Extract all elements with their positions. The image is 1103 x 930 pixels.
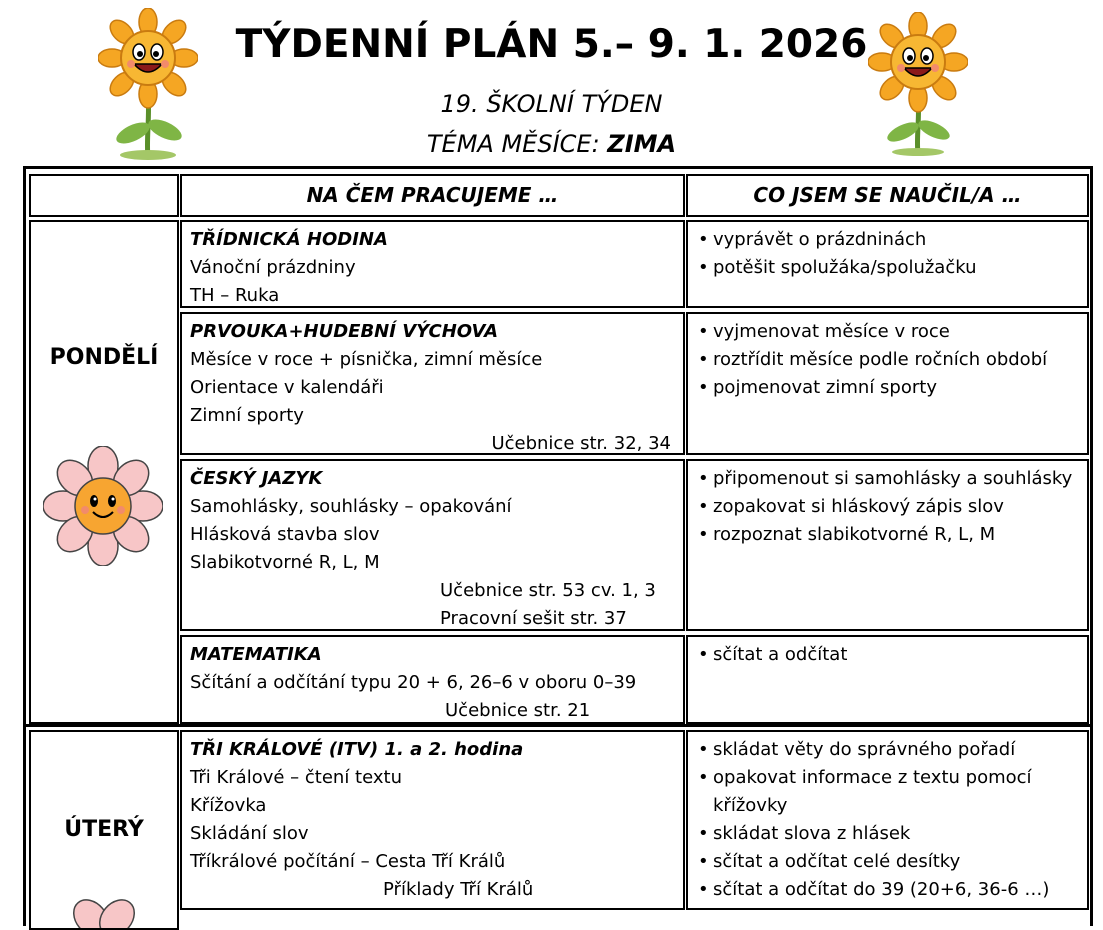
theme-label: TÉMA MĚSÍCE: — [426, 130, 608, 158]
column-header-work: NA ČEM PRACUJEME … — [180, 174, 685, 217]
textbook-reference: Učebnice str. 21 — [445, 700, 591, 721]
subject-title: TŘÍDNICKÁ HODINA — [190, 229, 388, 250]
lesson-line: TH – Ruka — [190, 285, 280, 306]
lesson-line: Hlásková stavba slov — [190, 524, 380, 545]
flower-icon — [43, 446, 163, 566]
outcome-cell — [686, 220, 1089, 308]
outcome-list — [696, 736, 1079, 904]
flower-icon — [69, 896, 139, 930]
outcome-item: • skládat věty do správného pořadí — [696, 736, 1079, 764]
outcome-item: • vyprávět o prázdninách — [696, 226, 1079, 254]
lesson-cell — [180, 730, 685, 910]
column-header-learned: CO JSEM SE NAUČIL/A … — [686, 174, 1089, 217]
outcome-item: • sčítat a odčítat do 39 (20+6, 36-6 …) — [696, 876, 1079, 904]
weekly-plan-table — [23, 166, 1093, 926]
examples-reference: Příklady Tří Králů — [383, 879, 534, 900]
outcome-item: • sčítat a odčítat — [696, 641, 1079, 669]
outcome-item: • rozpoznat slabikotvorné R, L, M — [696, 521, 1079, 549]
lesson-line: Křížovka — [190, 795, 267, 816]
lesson-line: Sčítání a odčítání typu 20 + 6, 26–6 v oboru 0–39 — [190, 672, 637, 693]
outcome-item: • skládat slova z hlásek — [696, 820, 1079, 848]
outcome-item: • pojmenovat zimní sporty — [696, 374, 1079, 402]
outcome-item: • potěšit spolužáka/spolužačku — [696, 254, 1079, 282]
theme-value: ZIMA — [607, 130, 677, 158]
subject-title: TŘI KRÁLOVÉ (ITV) 1. a 2. hodina — [190, 739, 524, 760]
lesson-line: Měsíce v roce + písnička, zimní měsíce — [190, 349, 543, 370]
outcome-item: • sčítat a odčítat celé desítky — [696, 848, 1079, 876]
lesson-line: Slabikotvorné R, L, M — [190, 552, 380, 573]
day-cell-monday — [29, 220, 179, 724]
outcome-cell — [686, 635, 1089, 724]
page-title: TÝDENNÍ PLÁN 5.– 9. 1. 2026 — [235, 22, 868, 67]
lesson-cell — [180, 459, 685, 631]
outcome-list — [696, 226, 1079, 282]
subject-title: MATEMATIKA — [190, 644, 322, 665]
lesson-line: Vánoční prázdniny — [190, 257, 356, 278]
outcome-list — [696, 318, 1079, 402]
outcome-list — [696, 641, 1079, 669]
outcome-list — [696, 465, 1079, 549]
lesson-line: Zimní sporty — [190, 405, 304, 426]
page-header — [0, 0, 1103, 170]
outcome-item: • připomenout si samohlásky a souhlásky — [696, 465, 1079, 493]
lesson-line: Tři Králové – čtení textu — [190, 767, 402, 788]
sunflower-icon — [868, 12, 968, 157]
header-empty-cell — [29, 174, 179, 217]
outcome-cell — [686, 459, 1089, 631]
lesson-cell — [180, 312, 685, 455]
outcome-item: • zopakovat si hláskový zápis slov — [696, 493, 1079, 521]
outcome-cell — [686, 312, 1089, 455]
lesson-line: Samohlásky, souhlásky – opakování — [190, 496, 512, 517]
outcome-item: • roztřídit měsíce podle ročních období — [696, 346, 1079, 374]
lesson-cell — [180, 635, 685, 724]
day-cell-tuesday — [29, 730, 179, 930]
school-week: 19. ŠKOLNÍ TÝDEN — [440, 90, 663, 118]
subject-title: PRVOUKA+HUDEBNÍ VÝCHOVA — [190, 321, 499, 342]
lesson-line: Tříkrálové počítání – Cesta Tří Králů — [190, 851, 506, 872]
day-name: ÚTERÝ — [64, 817, 144, 842]
textbook-reference: Učebnice str. 32, 34 — [491, 433, 671, 454]
lesson-cell — [180, 220, 685, 308]
lesson-line: Orientace v kalendáři — [190, 377, 384, 398]
outcome-item: • vyjmenovat měsíce v roce — [696, 318, 1079, 346]
outcome-cell — [686, 730, 1089, 910]
day-name: PONDĚLÍ — [49, 345, 159, 370]
lesson-line: Skládání slov — [190, 823, 309, 844]
outcome-item: • opakovat informace z textu pomocí křížovky — [696, 764, 1079, 820]
textbook-reference: Učebnice str. 53 cv. 1, 3 — [440, 580, 656, 601]
subject-title: ČESKÝ JAZYK — [190, 468, 323, 489]
workbook-reference: Pracovní sešit str. 37 — [440, 608, 627, 629]
